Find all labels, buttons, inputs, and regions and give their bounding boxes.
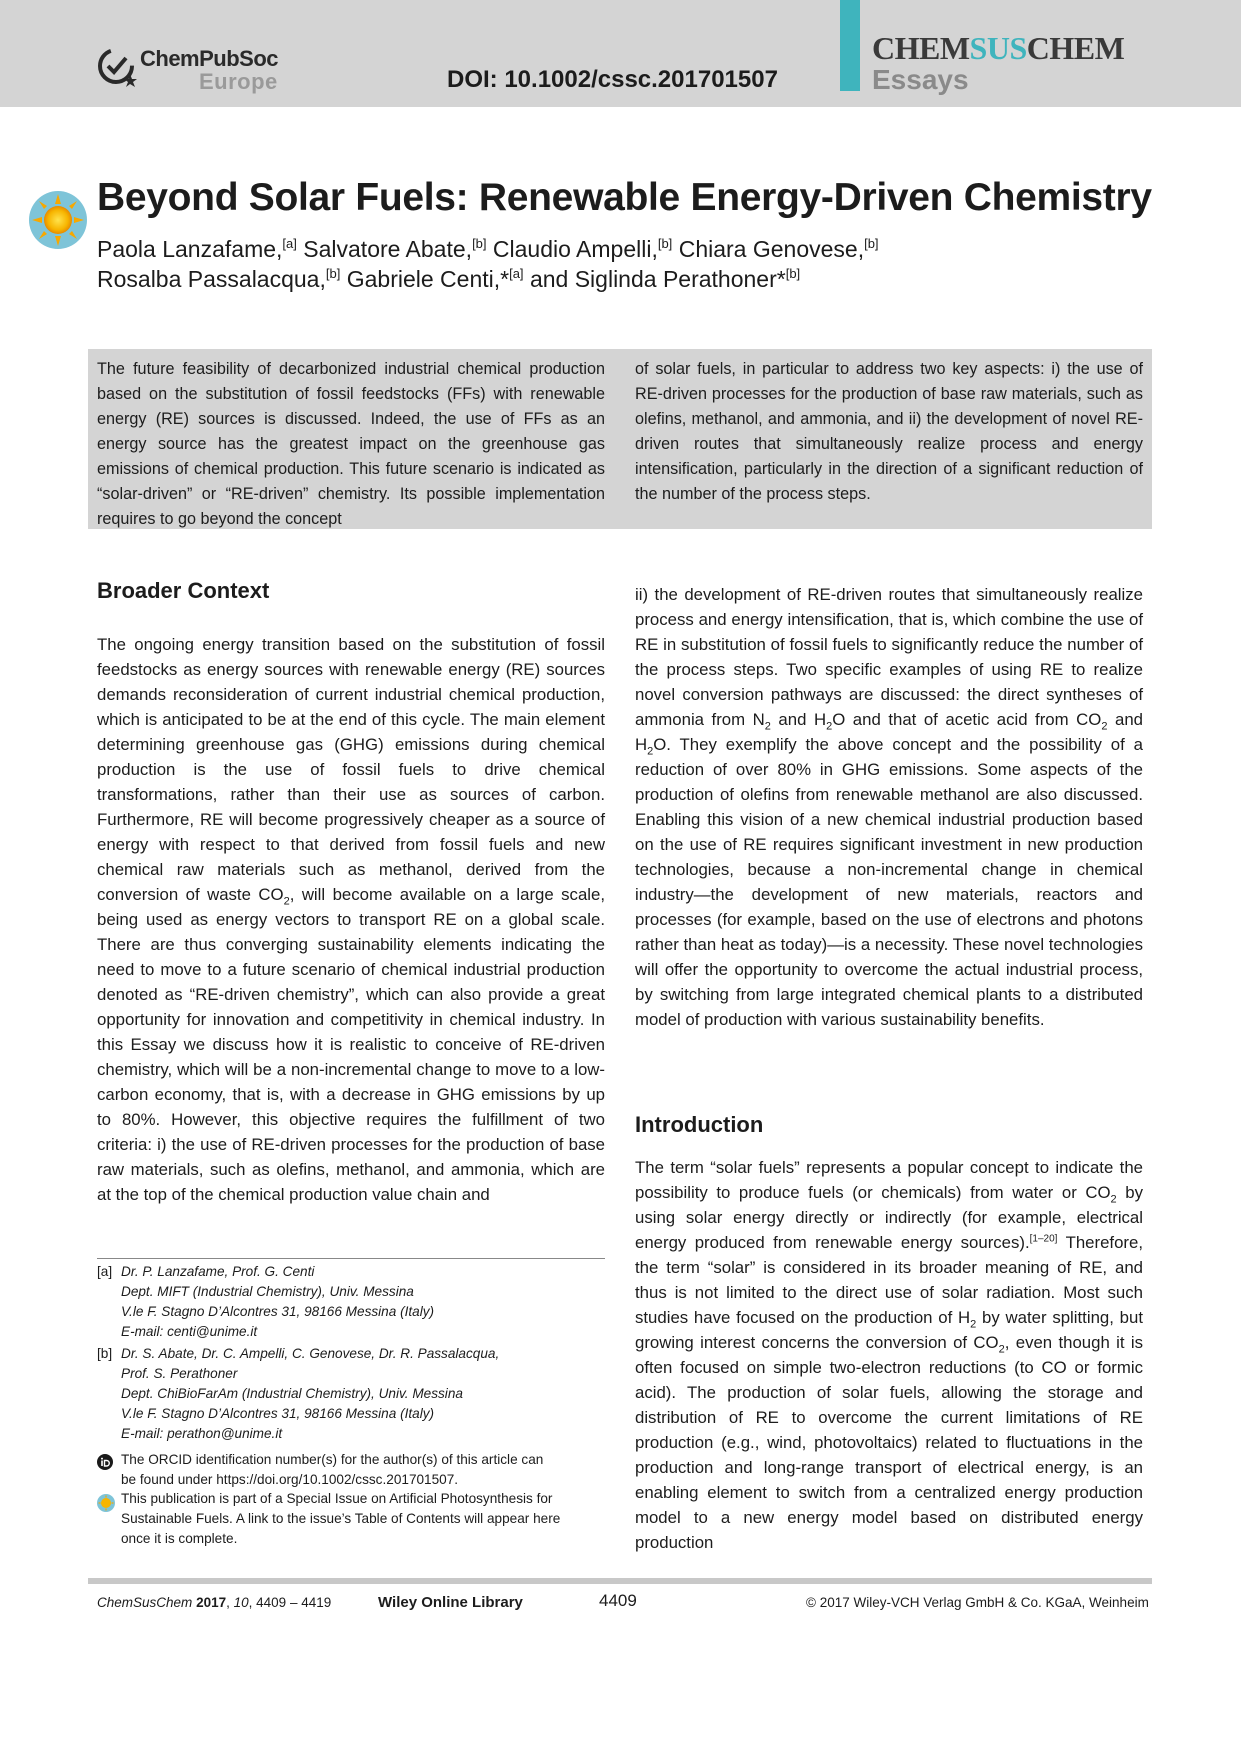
abstract-right: of solar fuels, in particular to address two key aspects: i) the use of RE-driven processes for the production of base raw materials, such as olefins, methanol, and ammonia, and ii) the development of novel RE-driven routes that simultaneously realize process and energy intensification, particularly in the direction of a significant reduction of the number of the process steps. xyxy=(635,360,1143,503)
author-affiliation: [a] xyxy=(509,266,524,281)
footnote-lines xyxy=(121,1450,543,1490)
footnote-line: Prof. S. Perathoner xyxy=(121,1366,238,1381)
footnote-line: The ORCID identification number(s) for the author(s) of this article can xyxy=(121,1452,544,1467)
orcid-icon xyxy=(97,1454,113,1470)
text-run: The term “solar fuels” represents a popular concept to indicate the possibility to produce fuels (or chemicals) from water or CO xyxy=(635,1158,1143,1202)
footnote-lines xyxy=(121,1262,434,1342)
footnote-lines xyxy=(121,1489,560,1549)
author-name: Chiara Genovese, xyxy=(672,236,865,262)
footnote-line: V.le F. Stagno D’Alcontres 31, 98166 Messina (Italy) xyxy=(121,1304,435,1319)
text-run: by using solar energy directly or indirectly (for example, electrical energy produced from renewable energy sources). xyxy=(635,1183,1143,1252)
text-run: Therefore, the term “solar” is considered in its broader meaning of RE, and thus is not limited to the direct use of solar radiation. Most such studies have focused on the production of H xyxy=(635,1233,1143,1327)
broader-context-heading: Broader Context xyxy=(97,578,270,603)
footnote-line: Dr. S. Abate, Dr. C. Ampelli, C. Genovese, Dr. R. Passalacqua, xyxy=(121,1346,500,1361)
footnote-tag: [a] xyxy=(97,1264,113,1279)
sun-icon xyxy=(28,190,88,250)
footer-divider xyxy=(88,1578,1152,1584)
page-number: 4409 xyxy=(599,1591,637,1610)
footnote-email[interactable]: E-mail: perathon@unime.it xyxy=(121,1426,283,1441)
footnote-line: Dr. P. Lanzafame, Prof. G. Centi xyxy=(121,1264,315,1279)
article-title: Beyond Solar Fuels: Renewable Energy-Driven Chemistry xyxy=(97,176,1152,219)
footnote-link[interactable]: be found under https://doi.org/10.1002/cssc.201701507. xyxy=(121,1472,459,1487)
subscript: 2 xyxy=(998,1343,1005,1356)
journal-name-part1: CHEM xyxy=(872,30,970,66)
author-affiliation: [a] xyxy=(282,236,297,251)
footer-volume: 10 xyxy=(233,1595,249,1610)
citation-ref[interactable]: [1–20] xyxy=(1029,1233,1058,1245)
author-affiliation: [b] xyxy=(657,236,673,251)
author-affiliation: [b] xyxy=(785,266,801,281)
footer-copyright: © 2017 Wiley-VCH Verlag GmbH & Co. KGaA, Weinheim xyxy=(806,1595,1149,1610)
footer-year: 2017 xyxy=(196,1595,227,1610)
text-run: by water splitting, but growing interest concerns the conversion of CO xyxy=(635,1308,1143,1352)
footnote-divider xyxy=(97,1258,605,1259)
broader-context-text-left xyxy=(97,632,605,1207)
introduction-heading: Introduction xyxy=(635,1112,764,1137)
subscript: 2 xyxy=(970,1318,977,1331)
doi-label[interactable]: DOI: 10.1002/cssc.201701507 xyxy=(447,66,778,93)
footnote-line: once it is complete. xyxy=(121,1531,238,1546)
journal-name xyxy=(872,30,1124,67)
journal-name-part3: CHEM xyxy=(1026,30,1125,66)
author-name: Gabriele Centi,* xyxy=(340,266,510,292)
subscript: 2 xyxy=(764,720,771,733)
subscript: 2 xyxy=(283,895,290,908)
footer-pages: , 4409 – 4419 xyxy=(248,1595,332,1610)
text-run: O and that of acetic acid from CO xyxy=(832,710,1102,729)
text-run: O. They exemplify the above concept and the possibility of a reduction of over 80% in GHG emissions. Some aspects of the production of olefins from renewable methanol are also discussed. Enabling this vision of a new chemical industrial production based on the use of RE requires significant investment in new production technologies, because a non-incremental change in chemical industry—the development of new materials, reactors and processes (for example, based on the use of electrons and photons rather than heat as today)—is a necessity. These novel technologies will offer the opportunity to overcome the actual industrial process, by switching from large integrated chemical plants to a distributed model of production with various sustainability benefits. xyxy=(635,735,1143,1029)
author-name: Rosalba Passalacqua, xyxy=(97,266,326,292)
text-run: and H xyxy=(635,710,1143,754)
footnote-tag: [b] xyxy=(97,1346,113,1361)
author-name: Salvatore Abate, xyxy=(296,236,473,262)
footer-journal: ChemSusChem xyxy=(97,1595,193,1610)
author-name: Claudio Ampelli, xyxy=(486,236,658,262)
footer-citation: ChemSusChem 2017, 10, 4409 – 4419 xyxy=(97,1595,332,1610)
text-run: , even though it is often focused on simple two-electron reductions (to CO or formic acid). The production of solar fuels, allowing the storage and distribution of RE to overcome the current limitations of RE production (e.g., wind, photovoltaics) related to fluctuations in the production and long-range transport of electrical energy, is an enabling element to switch from a centralized energy production model to a new energy model based on distributed energy production xyxy=(635,1333,1143,1552)
subscript: 2 xyxy=(647,745,654,758)
text-run: , will become available on a large scale, being used as energy vectors to transport RE on a global scale. There are thus converging sustainability elements indicating the need to move to a future scenario of chemical industrial production denoted as “RE-driven chemistry”, which can also provide a great opportunity for innovation and competitivity in chemical industry. In this Essay we discuss how it is realistic to conceive of RE-driven chemistry, which will be a non-incremental change to move to a low-carbon economy, that is, with a decrease in GHG emissions by up to 80%. However, this objective requires the fulfillment of two criteria: i) the use of RE-driven processes for the production of base raw materials, such as olefins, methanol, and ammonia, which are at the top of the chemical production value chain and xyxy=(97,885,605,1204)
footnote-affiliation-a xyxy=(97,1262,605,1344)
journal-name-part2: SUS xyxy=(969,30,1027,66)
journal-section: Essays xyxy=(872,64,969,95)
footnote-line: Dept. MIFT (Industrial Chemistry), Univ. Messina xyxy=(121,1284,414,1299)
subscript: 2 xyxy=(826,720,833,733)
footnote-lines xyxy=(121,1344,499,1444)
author-name: Paola Lanzafame, xyxy=(97,236,283,262)
abstract-left: The future feasibility of decarbonized industrial chemical production based on the substitution of fossil feedstocks (FFs) with renewable energy (RE) sources is discussed. Indeed, the use of FFs as an energy source has the greatest impact on the greenhouse gas emissions of chemical production. This future scenario is indicated as “solar-driven” or “RE-driven” chemistry. Its possible implementation requires to go beyond the concept xyxy=(97,360,605,528)
author-affiliation: [b] xyxy=(864,236,879,251)
text-run: The ongoing energy transition based on the substitution of fossil feedstocks as energy sources with renewable energy (RE) sources demands reconsideration of current industrial chemical production, which is anticipated to be at the end of this cycle. The main element determining greenhouse gas (GHG) emissions during chemical production is the use of fossil fuels to drive chemical transformations, rather than their use as sources of carbon. Furthermore, RE will become progressively cheaper as a source of energy with respect to that derived from fossil fuels and new chemical raw materials such as methanol, derived from the conversion of waste CO xyxy=(97,635,605,904)
footnote-line: Dept. ChiBioFarAm (Industrial Chemistry), Univ. Messina xyxy=(121,1386,463,1401)
text-run: and H xyxy=(770,710,827,729)
footnote-email[interactable]: E-mail: centi@unime.it xyxy=(121,1324,258,1339)
subscript: 2 xyxy=(1110,1193,1117,1206)
author-affiliation: [b] xyxy=(325,266,341,281)
text-run: ii) the development of RE-driven routes that simultaneously realize process and energy intensification, that is, which combine the use of RE in substitution of fossil fuels to significantly reduce the number of the process steps. Two specific examples of using RE to realize novel conversion pathways are discussed: the direct syntheses of ammonia from N xyxy=(635,585,1143,729)
chempubsoc-logo-icon xyxy=(96,44,140,88)
footnote-affiliation-b xyxy=(97,1344,605,1446)
author-name: and Siglinda Perathoner* xyxy=(523,266,786,292)
sun-small-icon xyxy=(97,1494,115,1512)
publisher-sub: Europe xyxy=(199,69,278,94)
author-list xyxy=(97,234,1147,294)
footnote-line: Sustainable Fuels. A link to the issue’s Table of Contents will appear here xyxy=(121,1511,561,1526)
footnote-line: This publication is part of a Special Issue on Artificial Photosynthesis for xyxy=(121,1491,553,1506)
author-affiliation: [b] xyxy=(472,236,487,251)
publisher-name: ChemPubSoc xyxy=(140,46,279,71)
footnote-line: V.le F. Stagno D’Alcontres 31, 98166 Messina (Italy) xyxy=(121,1406,435,1421)
wiley-online-library-link[interactable]: Wiley Online Library xyxy=(378,1594,523,1611)
page-header xyxy=(0,0,1241,107)
subscript: 2 xyxy=(1101,720,1108,733)
abstract-box xyxy=(88,349,1152,529)
introduction-text xyxy=(635,1155,1143,1555)
journal-accent-bar xyxy=(840,0,860,91)
broader-context-text-right xyxy=(635,582,1143,1032)
